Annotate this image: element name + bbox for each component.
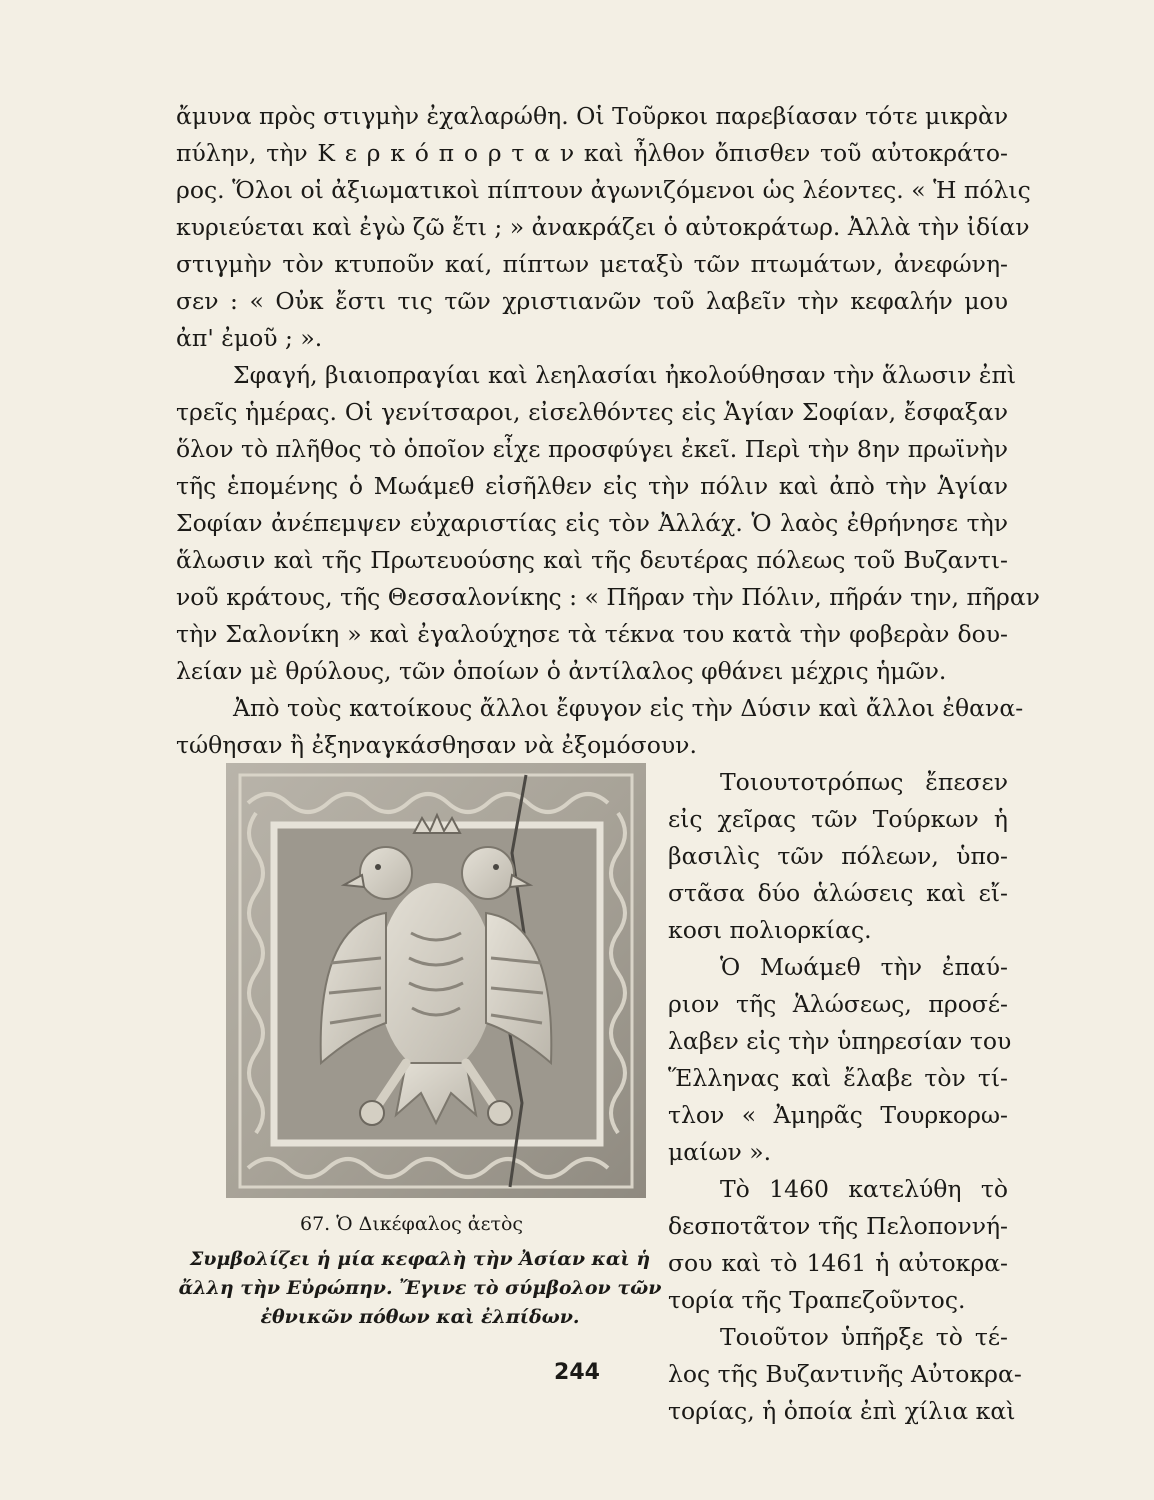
column-line: λαβεν εἰς τὴν ὑπηρεσίαν του <box>668 1027 1012 1055</box>
page-number: 244 <box>554 1360 600 1385</box>
body-line: τῆς ἑπομένης ὁ Μωάμεθ εἰσῆλθεν εἰς τὴν πόλιν καὶ ἀπὸ τὴν Ἁγίαν <box>176 472 1008 500</box>
column-line: σου καὶ τὸ 1461 ἡ αὐτοκρα- <box>668 1249 1008 1277</box>
figure-title: 67. Ὁ Δικέφαλος ἀετὸς <box>300 1213 524 1235</box>
body-line: κυριεύεται καὶ ἐγὼ ζῶ ἔτι ; » ἀνακράζει ὁ αὐτοκράτωρ. Ἀλλὰ τὴν ἰδίαν <box>176 213 1030 241</box>
column-line: Τοιοῦτον ὑπῆρξε τὸ τέ- <box>720 1323 1008 1351</box>
body-line: στιγμὴν τὸν κτυποῦν καί, πίπτων μεταξὺ τῶν πτωμάτων, ἀνεφώνη- <box>176 250 1008 278</box>
column-line: Τὸ 1460 κατελύθη τὸ <box>720 1175 1008 1203</box>
column-line: Τοιουτοτρόπως ἔπεσεν <box>720 768 1008 796</box>
body-line: ἅλωσιν καὶ τῆς Πρωτευούσης καὶ τῆς δευτέρας πόλεως τοῦ Βυζαντι- <box>176 546 1008 574</box>
column-line: δεσποτᾶτον τῆς Πελοποννή- <box>668 1212 1008 1240</box>
body-line: ὅλον τὸ πλῆθος τὸ ὁποῖον εἶχε προσφύγει ἐκεῖ. Περὶ τὴν 8ην πρωϊνὴν <box>176 435 1008 463</box>
body-line: ἀπ' ἐμοῦ ; ». <box>176 324 323 352</box>
figure-caption-line: Συμβολίζει ἡ μία κεφαλὴ τὴν Ἀσίαν καὶ ἡ <box>189 1248 651 1270</box>
body-line: ρος. Ὅλοι οἱ ἀξιωματικοὶ πίπτουν ἀγωνιζόμενοι ὡς λέοντες. « Ἡ πόλις <box>176 176 1031 204</box>
column-line: Ἕλληνας καὶ ἔλαβε τὸν τί- <box>668 1064 1008 1092</box>
body-line: πύλην, τὴν Κ ε ρ κ ό π ο ρ τ α ν καὶ ἦλθον ὄπισθεν τοῦ αὐτοκράτο- <box>176 139 1008 167</box>
column-line: ριον τῆς Ἁλώσεως, προσέ- <box>668 990 1008 1018</box>
column-line: λος τῆς Βυζαντινῆς Αὐτοκρα- <box>668 1360 1022 1388</box>
column-line: τλον « Ἀμηρᾶς Τουρκορω- <box>668 1101 1008 1129</box>
body-line: τώθησαν ἢ ἐξηναγκάσθησαν νὰ ἐξομόσουν. <box>176 731 697 759</box>
double-headed-eagle-relief-image <box>226 763 646 1198</box>
body-line: λείαν μὲ θρύλους, τῶν ὁποίων ὁ ἀντίλαλος φθάνει μέχρις ἡμῶν. <box>176 657 947 685</box>
body-line: Σφαγή, βιαιοπραγίαι καὶ λεηλασίαι ἠκολούθησαν τὴν ἅλωσιν ἐπὶ <box>233 361 1017 389</box>
body-line: τρεῖς ἡμέρας. Οἱ γενίτσαροι, εἰσελθόντες εἰς Ἁγίαν Σοφίαν, ἔσφαξαν <box>176 398 1008 426</box>
eagle-relief-illustration <box>226 763 646 1198</box>
column-line: εἰς χεῖρας τῶν Τούρκων ἡ <box>668 805 1008 833</box>
column-line: Ὁ Μωάμεθ τὴν ἐπαύ- <box>720 953 1008 981</box>
figure-caption-line: ἄλλη τὴν Εὐρώπην. Ἔγινε τὸ σύμβολον τῶν <box>178 1277 662 1299</box>
column-line: βασιλὶς τῶν πόλεων, ὑπο- <box>668 842 1008 870</box>
column-line: τορίας, ἡ ὁποία ἐπὶ χίλια καὶ <box>668 1397 1016 1425</box>
body-line: Σοφίαν ἀνέπεμψεν εὐχαριστίας εἰς τὸν Ἀλλάχ. Ὁ λαὸς ἐθρήνησε τὴν <box>176 509 1008 537</box>
body-line: σεν : « Οὐκ ἔστι τις τῶν χριστιανῶν τοῦ λαβεῖν τὴν κεφαλήν μου <box>176 287 1008 315</box>
column-line: στᾶσα δύο ἁλώσεις καὶ εἴ- <box>668 879 1008 907</box>
body-line: νοῦ κράτους, τῆς Θεσσαλονίκης : « Πῆραν τὴν Πόλιν, πῆράν την, πῆραν <box>176 583 1040 611</box>
figure-caption-line: ἐθνικῶν πόθων καὶ ἐλπίδων. <box>260 1306 580 1328</box>
body-line: τὴν Σαλονίκη » καὶ ἐγαλούχησε τὰ τέκνα του κατὰ τὴν φοβερὰν δου- <box>176 620 1008 648</box>
column-line: μαίων ». <box>668 1138 772 1166</box>
column-line: κοσι πολιορκίας. <box>668 916 872 944</box>
body-line: ἄμυνα πρὸς στιγμὴν ἐχαλαρώθη. Οἱ Τοῦρκοι παρεβίασαν τότε μικρὰν <box>176 102 1009 130</box>
column-line: τορία τῆς Τραπεζοῦντος. <box>668 1286 966 1314</box>
body-line: Ἀπὸ τοὺς κατοίκους ἄλλοι ἔφυγον εἰς τὴν Δύσιν καὶ ἄλλοι ἐθανα- <box>233 694 1024 722</box>
